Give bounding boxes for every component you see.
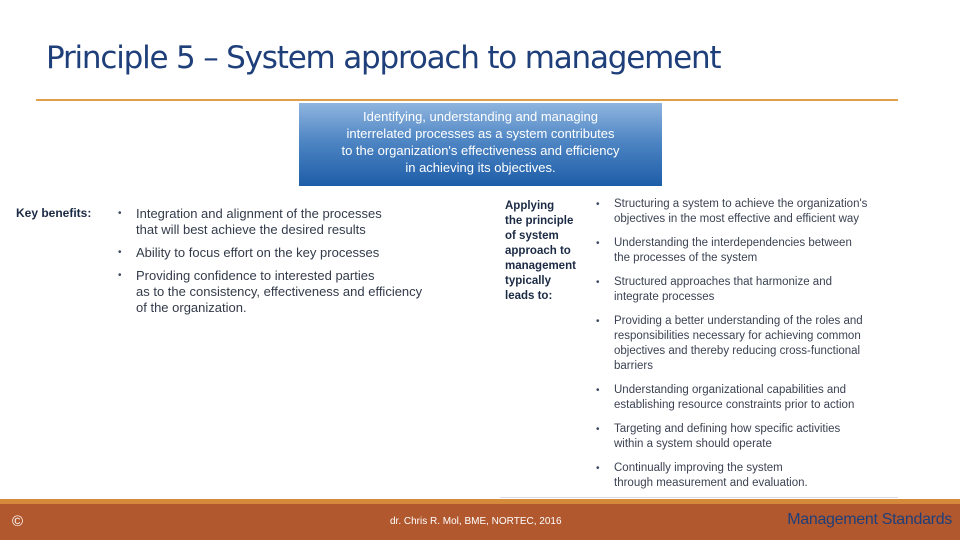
applying-label-line: typically	[505, 275, 552, 287]
key-benefits-list	[118, 206, 422, 323]
list-item	[596, 383, 867, 413]
bullet-icon: •	[118, 208, 122, 219]
list-item-text: Structuring a system to achieve the organization's	[614, 198, 868, 210]
content-divider	[500, 497, 898, 498]
bullet-icon: •	[596, 199, 600, 210]
list-item	[596, 236, 867, 266]
applying-label-line: approach to	[505, 245, 571, 257]
applying-label-line: Applying	[505, 200, 555, 212]
title-divider	[36, 99, 898, 101]
list-item-text: that will best achieve the desired results	[136, 222, 366, 237]
list-item-text: objectives and thereby reducing cross-functional	[614, 345, 861, 357]
bullet-icon: •	[596, 316, 600, 327]
slide-title: Principle 5 – System approach to management	[46, 40, 721, 76]
list-item	[596, 422, 867, 452]
list-item-text: Structured approaches that harmonize and	[614, 276, 832, 288]
principle-banner	[299, 103, 662, 186]
banner-line: Identifying, understanding and managing	[363, 109, 598, 124]
banner-line: in achieving its objectives.	[405, 160, 556, 175]
bullet-icon: •	[596, 385, 600, 396]
footer-brand: Management Standards	[787, 511, 952, 528]
list-item	[596, 275, 867, 305]
bullet-icon: •	[596, 424, 600, 435]
bullet-icon: •	[596, 463, 600, 474]
list-item	[118, 268, 422, 316]
applying-list	[596, 197, 867, 500]
bullet-icon: •	[596, 238, 600, 249]
list-item-text: Integration and alignment of the processes	[136, 206, 382, 221]
bullet-icon: •	[118, 270, 122, 281]
applying-label	[505, 199, 576, 304]
list-item-text: through measurement and evaluation.	[614, 477, 808, 489]
list-item	[118, 206, 422, 238]
list-item-text: objectives in the most effective and efficient way	[614, 213, 860, 225]
list-item-text: Providing a better understanding of the roles and	[614, 315, 863, 327]
list-item-text: integrate processes	[614, 291, 715, 303]
list-item-text: Understanding the interdependencies between	[614, 237, 852, 249]
list-item	[596, 197, 867, 227]
footer-bar	[0, 499, 960, 540]
list-item-text: Targeting and defining how specific activities	[614, 423, 841, 435]
list-item-text: Understanding organizational capabilities and	[614, 384, 847, 396]
banner-line: interrelated processes as a system contributes	[346, 126, 615, 141]
list-item-text: Ability to focus effort on the key processes	[136, 245, 380, 260]
applying-label-line: the principle	[505, 215, 574, 227]
bullet-icon: •	[596, 277, 600, 288]
list-item-text: Providing confidence to interested parties	[136, 268, 375, 283]
list-item-text: as to the consistency, effectiveness and efficiency	[136, 284, 423, 299]
applying-label-line: leads to:	[505, 290, 553, 302]
list-item-text: the processes of the system	[614, 252, 758, 264]
key-benefits-label: Key benefits:	[16, 206, 92, 220]
list-item-text: within a system should operate	[614, 438, 772, 450]
list-item-text: Continually improving the system	[614, 462, 783, 474]
applying-label-line: of system	[505, 230, 559, 242]
list-item-text: establishing resource constraints prior to action	[614, 399, 855, 411]
copyright-icon: ©	[12, 513, 24, 530]
footer-stripe	[0, 499, 960, 504]
list-item-text: of the organization.	[136, 300, 247, 315]
list-item-text: responsibilities necessary for achieving common	[614, 330, 861, 342]
bullet-icon: •	[118, 247, 122, 258]
list-item-text: barriers	[614, 360, 653, 372]
list-item	[118, 245, 422, 261]
list-item	[596, 461, 867, 491]
applying-label-line: management	[505, 260, 576, 272]
footer-author: dr. Chris R. Mol, BME, NORTEC, 2016	[390, 516, 562, 527]
banner-line: to the organization's effectiveness and efficiency	[341, 143, 620, 158]
list-item	[596, 314, 867, 374]
